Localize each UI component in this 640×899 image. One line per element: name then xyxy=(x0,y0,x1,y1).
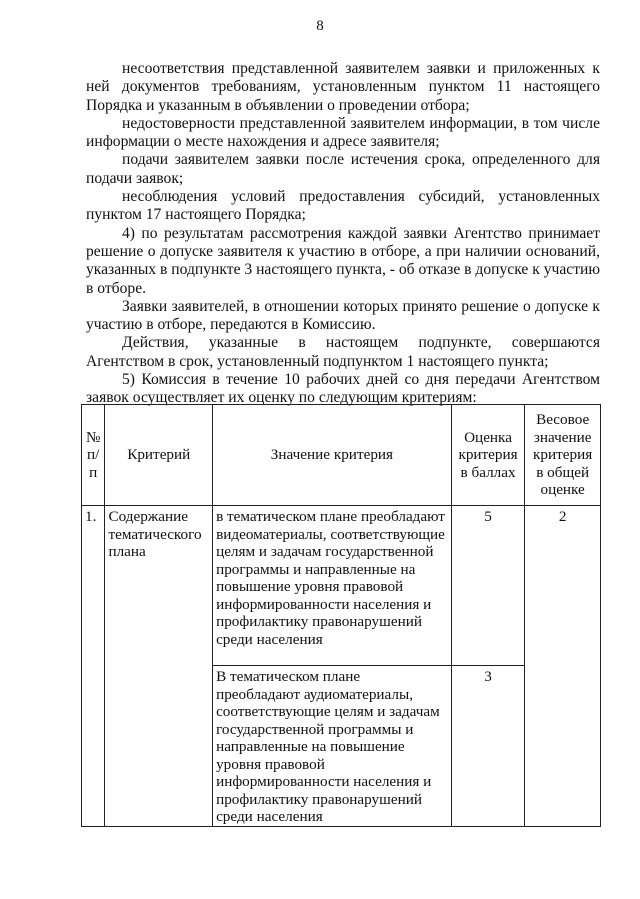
table-row xyxy=(82,506,601,666)
paragraph: 4) по результатам рассмотрения каждой заявки Агентство принимает решение о допуске заявителя к участию в отборе, а при наличии оснований, указанных в подпункте 3 настоящего пункта, - об отказе в допуске к участию в отборе. xyxy=(86,224,600,297)
cell-value: в тематическом плане преобладают видеоматериалы, соответствующие целям и задачам государственной программы и направленные на повышение уровня правовой информированности населения и профилактику правонарушений среди населения xyxy=(213,506,452,666)
paragraph: несоблюдения условий предоставления субсидий, установленных пунктом 17 настоящего Порядка; xyxy=(86,188,600,224)
table-header-row xyxy=(82,405,601,506)
paragraph: несоответствия представленной заявителем заявки и приложенных к ней документов требованиям, установленным пунктом 11 настоящего Порядка и указанным в объявлении о проведении отбора; xyxy=(86,60,600,114)
cell-score: 3 xyxy=(451,666,525,827)
paragraph: Действия, указанные в настоящем подпункте, совершаются Агентством в срок, установленный подпунктом 1 настоящего пункта; xyxy=(86,334,600,370)
page-number: 8 xyxy=(316,18,324,34)
paragraph: 5) Комиссия в течение 10 рабочих дней со дня передачи Агентством заявок осуществляет их оценку по следующим критериям: xyxy=(86,371,600,407)
header-value: Значение критерия xyxy=(213,405,452,506)
header-score: Оценка критерия в баллах xyxy=(451,405,525,506)
cell-weight: 2 xyxy=(525,506,601,827)
header-criterion: Критерий xyxy=(105,405,213,506)
paragraph: недостоверности представленной заявителем информации, в том числе информации о месте нахождения и адресе заявителя; xyxy=(86,114,600,151)
paragraph: Заявки заявителей, в отношении которых принято решение о допуске к участию в отборе, передаются в Комиссию. xyxy=(86,297,600,334)
header-weight: Весовое значение критерия в общей оценке xyxy=(525,405,601,506)
body-text xyxy=(86,60,600,408)
cell-criterion: Содержание тематического плана xyxy=(105,506,213,827)
cell-value: В тематическом плане преобладают аудиоматериалы, соответствующие целям и задачам государственной программы и направленные на повышение уровня правовой информированности населения и профилактику правонарушений среди населения xyxy=(213,666,452,827)
cell-num: 1. xyxy=(82,506,105,827)
cell-score: 5 xyxy=(451,506,525,666)
paragraph: подачи заявителем заявки после истечения срока, определенного для подачи заявок; xyxy=(86,151,600,187)
criteria-table xyxy=(81,404,601,827)
header-num: № п/п xyxy=(82,405,105,506)
